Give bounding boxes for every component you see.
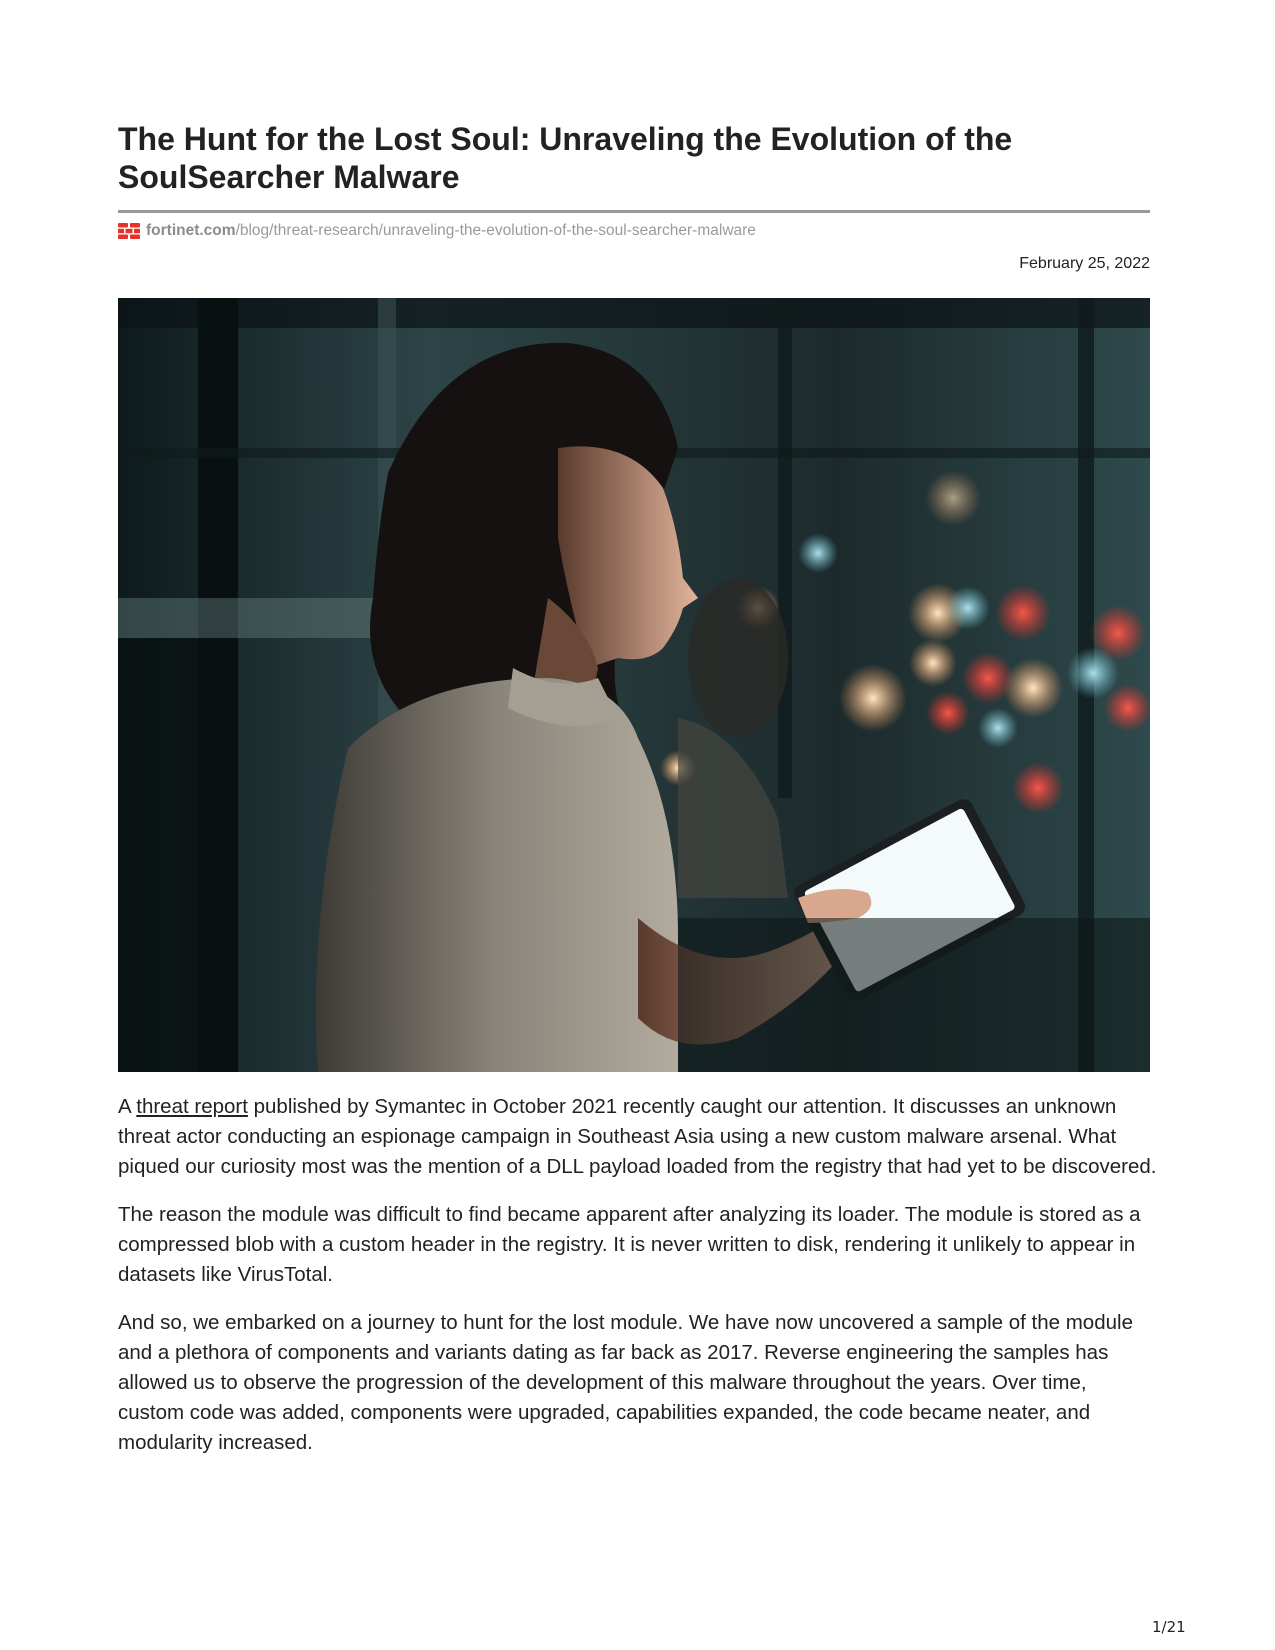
paragraph-1-suffix: published by Symantec in October 2021 recently caught our attention. It discusses an unknown threat actor conducting an espionage campaign in Southeast Asia using a new custom malware arsenal. What piqued our curiosity most was the mention of a DLL payload loaded from the registry that had yet to be discovered. [118,1095,1157,1178]
article-title: The Hunt for the Lost Soul: Unraveling the Evolution of the SoulSearcher Malware [118,121,1013,195]
article-body [118,1092,1158,1476]
woman-with-tablet-photo [118,298,1150,1072]
page-number: 1/21 [1152,1618,1186,1636]
source-line[interactable] [118,220,756,242]
paragraph-2: The reason the module was difficult to find became apparent after analyzing its loader. The module is stored as a compressed blob with a custom header in the registry. It is never written to disk, rendering it unlikely to appear in datasets like VirusTotal. [118,1203,1141,1286]
paragraph-3: And so, we embarked on a journey to hunt for the lost module. We have now uncovered a sample of the module and a plethora of components and variants dating as far back as 2017. Reverse engineering the samples has allowed us to observe the progression of the development of this malware throughout the years. Over time, custom code was added, components were upgraded, capabilities expanded, the code became neater, and modularity increased. [118,1311,1133,1454]
source-domain[interactable]: fortinet.com [146,222,236,239]
publish-date: February 25, 2022 [1019,255,1150,272]
threat-report-link[interactable]: threat report [136,1095,248,1118]
fortinet-logo-icon [118,223,140,239]
title-divider [118,210,1150,213]
source-path[interactable]: /blog/threat-research/unraveling-the-evolution-of-the-soul-searcher-malware [235,222,756,239]
paragraph-1-prefix: A [118,1095,137,1118]
paragraph-1 [118,1092,1158,1182]
hero-image [118,298,1150,1072]
